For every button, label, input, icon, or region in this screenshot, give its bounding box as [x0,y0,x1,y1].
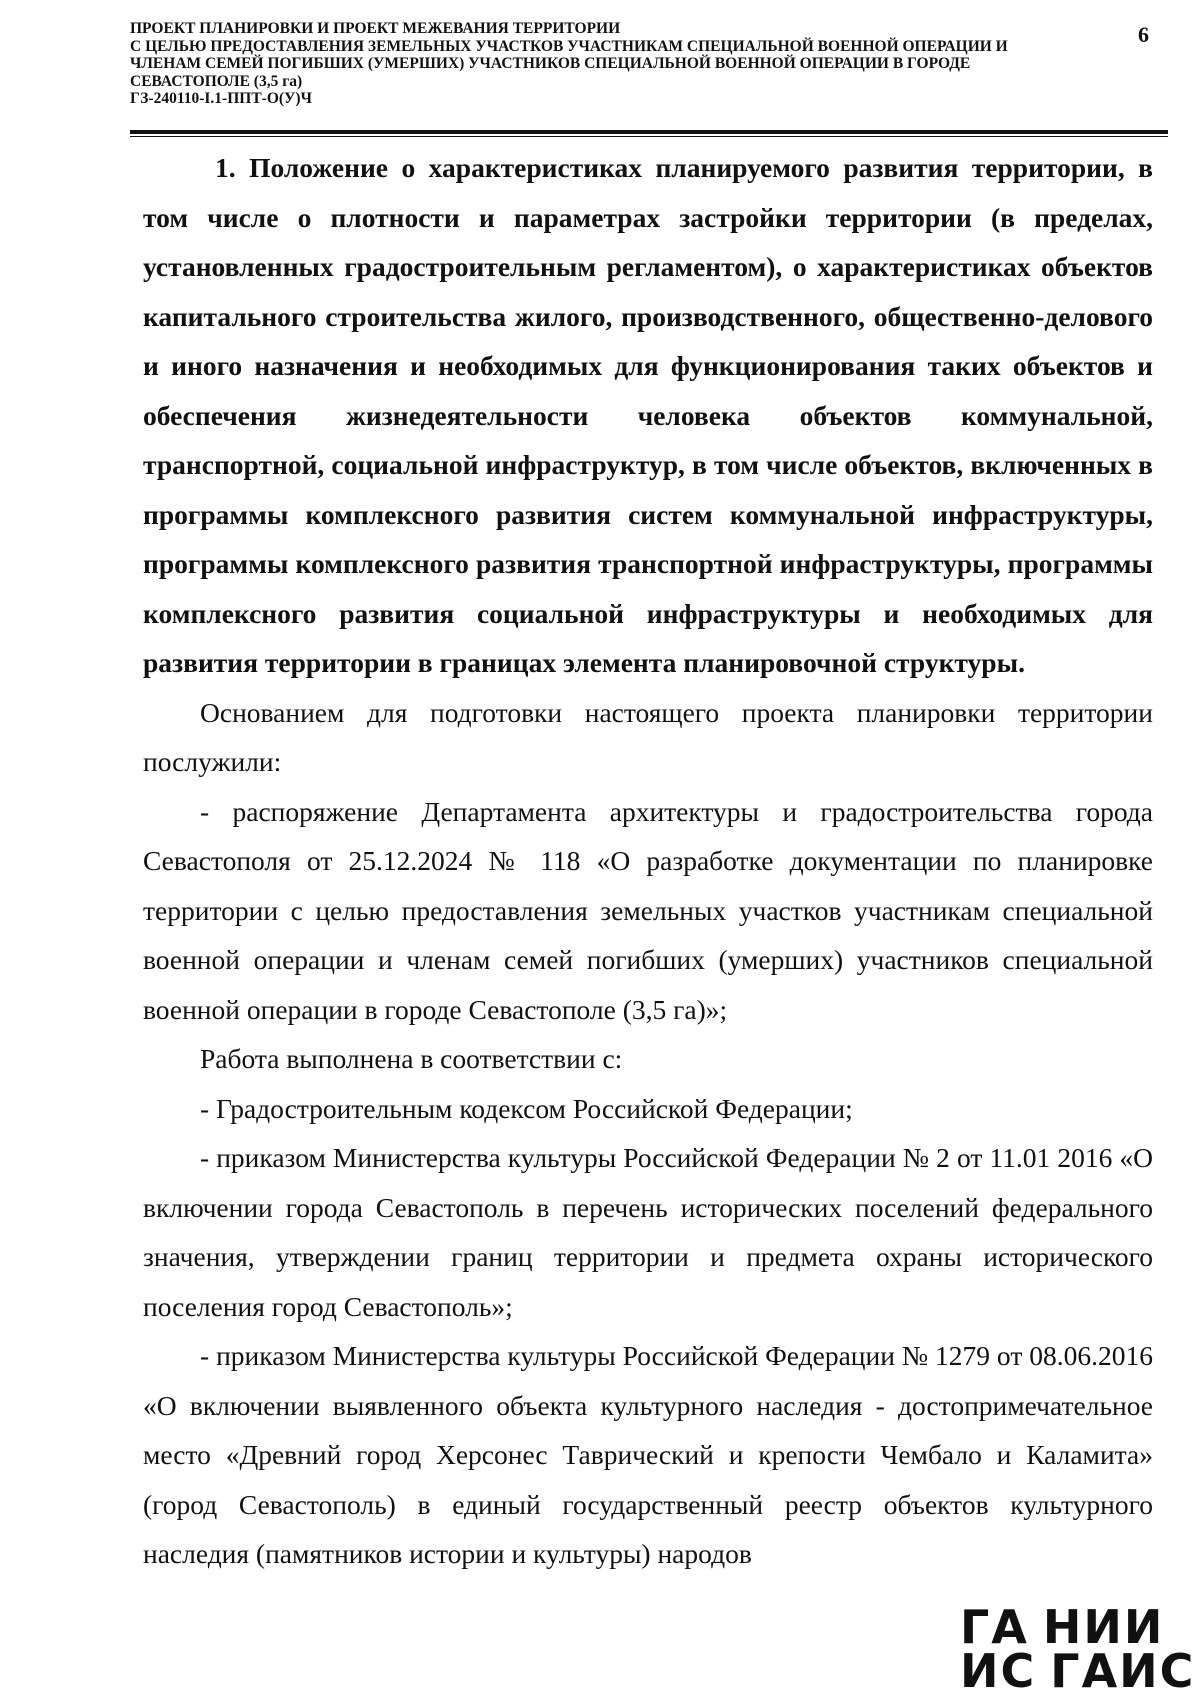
page-number: 6 [1138,22,1149,47]
institute-logo [960,1600,1196,1698]
document-body [143,143,1153,1579]
paragraph: - распоряжение Департамента архитектуры и градостроительства города Севастополя от 25.12.2024 № 118 «О разработке документации по планировке территории с целью предоставления земельных участков участникам специальной военной операции и членам семей погибших (умерших) участников специальной военной операции в городе Севастополе (3,5 га)»; [143,795,1153,1025]
section-heading: 1. Положение о характеристиках планируемого развития территории, в том числе о плотности и параметрах застройки территории (в пределах, установленных градостроительным регламентом), о характеристиках объектов капитального строительства жилого, производственного, общественно-делового и иного назначения и необходимых для функционирования таких объектов и обеспечения жизнедеятельности человека объектов коммунальной, транспортной, социальной инфраструктур, в том числе объектов, включенных в программы комплексного развития систем коммунальной инфраструктуры, программы комплексного развития транспортной инфраструктуры, программы комплексного развития социальной инфраструктуры и необходимых для развития территории в границах элемента планировочной структуры. [143,152,1153,678]
paragraph: - приказом Министерства культуры Российской Федерации № 1279 от 08.06.2016 «О включении выявленного объекта культурного наследия - достопримечательное место «Древний город Херсонес Таврический и крепости Чембало и Каламита» (город Севастополь) в единый государственный реестр объектов культурного наследия (памятников истории и культуры) народов [143,1340,1153,1569]
header-line: С ЦЕЛЬЮ ПРЕДОСТАВЛЕНИЯ ЗЕМЕЛЬНЫХ УЧАСТКОВ УЧАСТНИКАМ СПЕЦИАЛЬНОЙ ВОЕННОЙ ОПЕРАЦИИ И [130,37,1008,55]
document-header [130,20,1090,108]
header-line: ЧЛЕНАМ СЕМЕЙ ПОГИБШИХ (УМЕРШИХ) УЧАСТНИКОВ СПЕЦИАЛЬНОЙ ВОЕННОЙ ОПЕРАЦИИ В ГОРОДЕ [130,55,971,72]
header-line: СЕВАСТОПОЛЕ (3,5 га) [130,72,303,90]
header-divider [130,130,1168,134]
logo-text: ИС [960,1644,1037,1698]
document-code: ГЗ-240110-I.1-ППТ-О(У)Ч [130,90,312,107]
paragraph: - Градостроительным кодексом Российской Федерации; [200,1092,853,1124]
paragraph: Основанием для подготовки настоящего проекта планировки территории послужили: [143,696,1153,777]
logo-text: НИИ [1042,1600,1165,1654]
logo-text: ГА [960,1600,1029,1654]
paragraph: - приказом Министерства культуры Российской Федерации № 2 от 11.01 2016 «О включении города Севастополь в перечень исторических поселений федерального значения, утверждении границ территории и предмета охраны исторического поселения город Севастополь»; [143,1142,1153,1322]
paragraph: Работа выполнена в соответствии с: [200,1043,623,1074]
header-line: ПРОЕКТ ПЛАНИРОВКИ И ПРОЕКТ МЕЖЕВАНИЯ ТЕРРИТОРИИ [130,20,621,37]
logo-text: ГАИС [1050,1644,1196,1698]
header-divider-thin [130,136,1168,137]
